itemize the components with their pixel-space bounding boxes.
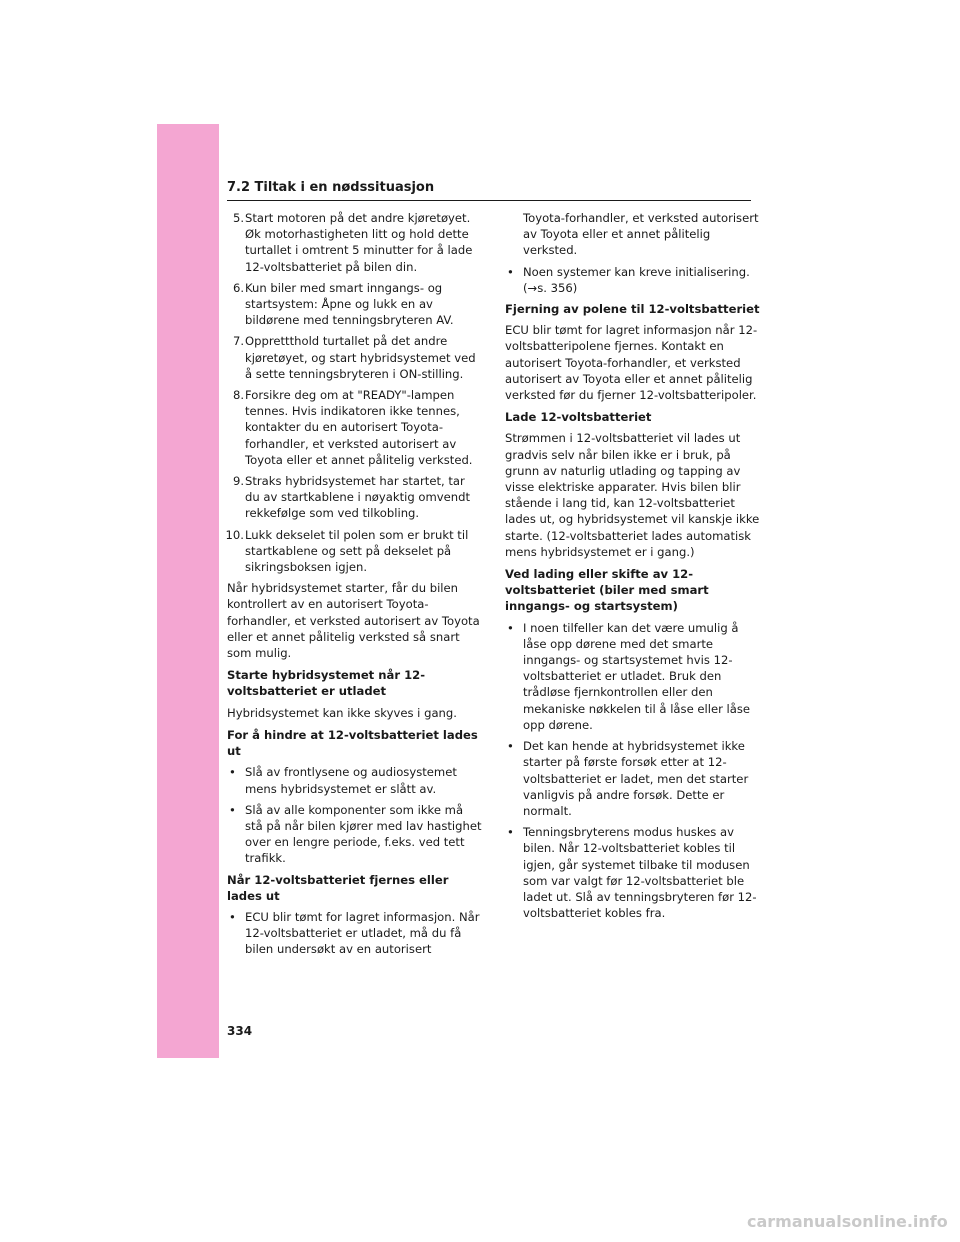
right-column — [505, 210, 761, 926]
step-number: 7. — [232, 334, 244, 349]
step-text: Straks hybridsystemet har startet, tar du av startkablene i nøyaktig omvendt rekkefølge som ved tilkobling. — [245, 474, 471, 521]
heading-prevent-discharge: For å hindre at 12-voltsbatteriet lades ut — [227, 727, 478, 759]
start-paragraph: Hybridsystemet kan ikke skyves i gang. — [227, 705, 457, 720]
bullet-icon: • — [229, 909, 236, 924]
list-item-text: I noen tilfeller kan det være umulig å låse opp dørene med det smarte inngangs- og startsystemet hvis 12-voltsbatteriet er utladet. Bruk den trådløse fjernkontrollen eller den mekaniske nøkkelen til å låse eller låse opp dørene. — [523, 620, 751, 732]
step-text: Kun biler med smart inngangs- og startsystem: Åpne og lukk en av bildørene med tenningsbryteren AV. — [245, 280, 454, 328]
list-item — [505, 620, 761, 733]
list-item — [227, 909, 483, 958]
list-item-text: Slå av frontlysene og audiosystemet mens hybridsystemet er slått av. — [245, 765, 457, 796]
step-number: 5. — [232, 211, 244, 225]
step-number: 6. — [232, 280, 244, 295]
step-number: 8. — [232, 388, 244, 403]
list-item — [505, 738, 761, 819]
poles-paragraph: ECU blir tømt for lagret informasjon når 12-voltsbatteripolene fjernes. Kontakt en autorisert Toyota-forhandler, et verksted autorisert av Toyota eller et annet pålitelig verksted før du fjerner 12-voltsbatteripoler. — [505, 323, 758, 403]
step-text: Opprettthold turtallet på det andre kjøretøyet, og start hybridsystemet ved å sette tenningsbryteren i ON-stilling. — [245, 334, 476, 381]
heading-remove-poles: Fjerning av polene til 12-voltsbatteriet — [505, 302, 760, 317]
step-text: Lukk dekselet til polen som er brukt til startkablene og sett på dekselet på sikringsboksen igjen. — [245, 527, 469, 575]
step-7 — [227, 333, 483, 382]
list-item-text: Tenningsbryterens modus huskes av bilen. Når 12-voltsbatteriet kobles til igjen, går systemet tilbake til modusen som var valgt før 12-voltsbatteriet ble ladet ut. Slå av tenningsbryteren før 12-voltsbatteriet kobles fra. — [523, 825, 757, 921]
list-item — [227, 802, 483, 867]
step-6 — [227, 280, 483, 329]
step-number: 9. — [232, 474, 244, 489]
step-text: Forsikre deg om at "READY"-lampen tennes. Hvis indikatoren ikke tennes, kontakter du en autorisert Toyota-forhandler, et verksted autorisert av Toyota eller et annet pålitelig verksted. — [245, 388, 473, 467]
step-8 — [227, 387, 483, 468]
heading-battery-removed: Når 12-voltsbatteriet fjernes eller lades ut — [227, 872, 449, 903]
step-10 — [227, 527, 483, 576]
step-number: 10. — [225, 527, 244, 542]
chapter-side-band — [157, 124, 219, 1058]
bullet-icon: • — [507, 739, 514, 754]
step-9 — [227, 473, 483, 522]
list-item — [505, 264, 761, 296]
heading-start-hybrid: Starte hybridsystemet når 12-voltsbatteriet er utladet — [227, 668, 426, 699]
step-5 — [227, 210, 483, 275]
bullet-icon: • — [507, 825, 514, 840]
list-item-text: Slå av alle komponenter som ikke må stå på når bilen kjører med lav hastighet over en lengre periode, f.eks. ved tett trafikk. — [245, 802, 482, 866]
step-text: Start motoren på det andre kjøretøyet. Øk motorhastigheten litt og hold dette turtallet i omtrent 5 minutter for å lade 12-voltsbatteriet på bilen din. — [245, 211, 473, 274]
heading-charge-battery: Lade 12-voltsbatteriet — [505, 410, 652, 425]
list-item — [505, 824, 761, 921]
heading-replace-battery: Ved lading eller skifte av 12-voltsbatteriet (biler med smart inngangs- og startsystem) — [505, 567, 709, 614]
page-number: 334 — [227, 1024, 253, 1038]
bullet-icon: • — [229, 765, 236, 780]
list-item-text: Det kan hende at hybridsystemet ikke starter på første forsøk etter at 12-voltsbatteriet er ladet, men det starter vanligvis på andre forsøk. Dette er normalt. — [523, 739, 749, 818]
list-item — [227, 764, 483, 796]
left-column — [227, 210, 483, 963]
section-title: 7.2 Tiltak i en nødssituasjon — [227, 179, 751, 201]
continued-text: Toyota-forhandler, et verksted autorisert av Toyota eller et annet pålitelig verksted. — [523, 211, 759, 258]
list-item-text: Noen systemer kan kreve initialisering. (→s. 356) — [523, 264, 750, 295]
charge-paragraph: Strømmen i 12-voltsbatteriet vil lades ut gradvis selv når bilen ikke er i bruk, på grunn av naturlig utlading og tapping av visse elektriske apparater. Hvis bilen blir stående i lang tid, kan 12-voltsbatteriet lades ut, og hybridsystemet vil kanskje ikke starte. (12-voltsbatteriet lades automatisk mens hybridsystemet er i gang.) — [505, 431, 760, 559]
bullet-icon: • — [229, 802, 236, 817]
after-steps-paragraph: Når hybridsystemet starter, får du bilen kontrollert av en autorisert Toyota-forhandler, et verksted autorisert av Toyota eller et annet pålitelig verksted så snart som mulig. — [227, 581, 480, 661]
list-item-text: ECU blir tømt for lagret informasjon. Når 12-voltsbatteriet er utladet, må du få bilen undersøkt av en autorisert — [245, 909, 480, 957]
watermark: carmanualsonline.info — [747, 1212, 948, 1231]
bullet-icon: • — [507, 264, 514, 279]
bullet-icon: • — [507, 620, 514, 635]
